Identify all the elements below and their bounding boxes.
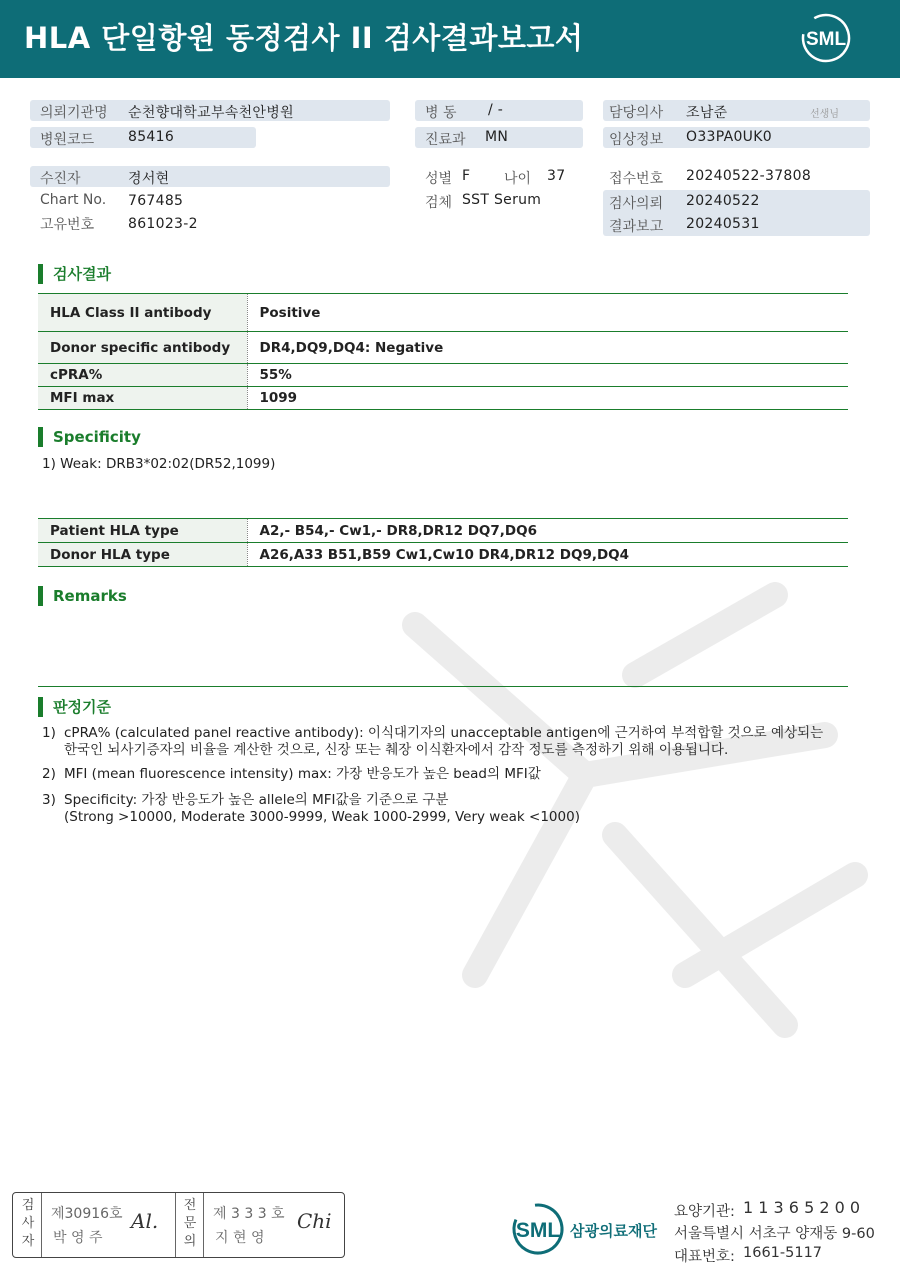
requested-value: 20240522 [686,193,760,209]
hla-type-key: Donor HLA type [38,543,247,567]
result-key: HLA Class II antibody [38,294,247,332]
examiner-no: 제30916호 [51,1206,123,1222]
ward-label: 병 동 [425,105,457,121]
org-phone: 1661-5117 [743,1245,823,1261]
specificity-title: Specificity [38,427,141,447]
dept-value: MN [485,129,509,145]
hla-type-table [38,518,848,567]
hla-type-value: A26,A33 B51,B59 Cw1,Cw10 DR4,DR12 DQ9,DQ4 [247,543,848,567]
criteria-line: Specificity: 가장 반응도가 높은 allele의 MFI값을 기준으로 구분 [64,792,449,808]
specificity-text: 1) Weak: DRB3*02:02(DR52,1099) [42,456,276,472]
chart-value: 767485 [128,193,184,209]
sig-divider [203,1193,204,1257]
result-key: cPRA% [38,364,247,387]
doctor-suffix: 선생님 [810,109,839,120]
result-key: Donor specific antibody [38,332,247,364]
criteria-num: 2) [42,766,56,782]
specimen-value: SST Serum [462,192,542,208]
specialist-signature: Chi [297,1209,332,1233]
hospital-code-value: 85416 [128,129,175,145]
result-value: 55% [247,364,848,387]
age-label: 나이 [504,171,532,187]
reported-value: 20240531 [686,216,760,232]
org-phone-label: 대표번호: [674,1249,735,1265]
table-row [38,294,848,332]
sex-value: F [462,168,471,184]
org-code: 1 1 3 6 5 2 0 0 [743,1198,861,1217]
institution-label: 의뢰기관명 [40,105,108,121]
criteria-line: (Strong >10000, Moderate 3000-9999, Weak 1000-2999, Very weak <1000) [64,809,580,825]
patient-label: 수진자 [40,171,81,187]
watermark-icon [355,555,895,1115]
clinical-value: O33PA0UK0 [686,129,772,145]
receipt-label: 접수번호 [609,171,664,187]
specialist-no: 제 3 3 3 호 [213,1206,285,1222]
criteria-line: 한국인 뇌사기증자의 비율을 계산한 것으로, 신장 또는 췌장 이식환자에서 감작 정도를 측정하기 위해 이용됩니다. [64,742,729,758]
specimen-label: 검체 [425,195,453,211]
svg-text:SML: SML [805,29,847,50]
reported-label: 결과보고 [609,219,664,235]
results-title: 검사결과 [38,264,111,284]
requested-label: 검사의뢰 [609,196,664,212]
examiner-label: 검 사 자 [21,1198,35,1249]
institution-value: 순천향대학교부속천안병원 [128,105,294,121]
criteria-num: 1) [42,725,56,741]
receipt-value: 20240522-37808 [686,168,812,184]
table-row [38,543,848,567]
sig-divider [41,1193,42,1257]
table-row [38,387,848,410]
remarks-title: Remarks [38,586,127,606]
info-bar-patient [30,166,390,187]
criteria-num: 3) [42,792,56,808]
results-table [38,293,848,410]
sml-logo-icon [800,12,852,64]
table-row [38,519,848,543]
criteria-item [42,766,541,783]
sml-footer-logo-icon [508,1200,568,1258]
age-value: 37 [547,168,566,184]
result-value: DR4,DQ9,DQ4: Negative [247,332,848,364]
patient-value: 경서현 [128,171,170,187]
org-address: 서울특별시 서초구 양재동 9-60 [674,1226,875,1242]
doctor-value: 조남준 [686,105,728,121]
result-value: 1099 [247,387,848,410]
ward-value: / - [488,102,504,118]
examiner-signature: Al. [131,1209,159,1233]
hla-type-value: A2,- B54,- Cw1,- DR8,DR12 DQ7,DQ6 [247,519,848,543]
specialist-label: 전 문 의 [183,1198,197,1249]
criteria-item [42,725,823,759]
clinical-label: 임상정보 [609,132,664,148]
hospital-code-label: 병원코드 [40,132,95,148]
org-code-label: 요양기관: [674,1204,735,1220]
svg-text:SML: SML [515,1219,561,1242]
criteria-item [42,792,580,826]
hla-type-key: Patient HLA type [38,519,247,543]
table-row [38,364,848,387]
sex-label: 성별 [425,171,453,187]
examiner-name: 박 영 주 [53,1230,103,1246]
criteria-title: 판정기준 [38,697,111,717]
org-name: 삼광의료재단 [570,1222,657,1240]
unique-label: 고유번호 [40,217,95,233]
doctor-label: 담당의사 [609,105,664,121]
result-key: MFI max [38,387,247,410]
criteria-line: MFI (mean fluorescence intensity) max: 가장 반응도가 높은 bead의 MFI값 [64,766,541,782]
sig-divider [175,1193,176,1257]
report-header [0,0,900,78]
remarks-divider [38,686,848,687]
report-title: HLA 단일항원 동정검사 II 검사결과보고서 [24,21,584,55]
chart-label: Chart No. [40,192,107,208]
criteria-line: cPRA% (calculated panel reactive antibody): 이식대기자의 unacceptable antigen에 근거하여 부적합할 것으로 예상되는 [64,725,824,741]
dept-label: 진료과 [425,132,466,148]
specialist-name: 지 현 영 [215,1230,265,1246]
signature-box [12,1192,345,1258]
table-row [38,332,848,364]
result-value: Positive [247,294,848,332]
unique-value: 861023-2 [128,216,198,232]
